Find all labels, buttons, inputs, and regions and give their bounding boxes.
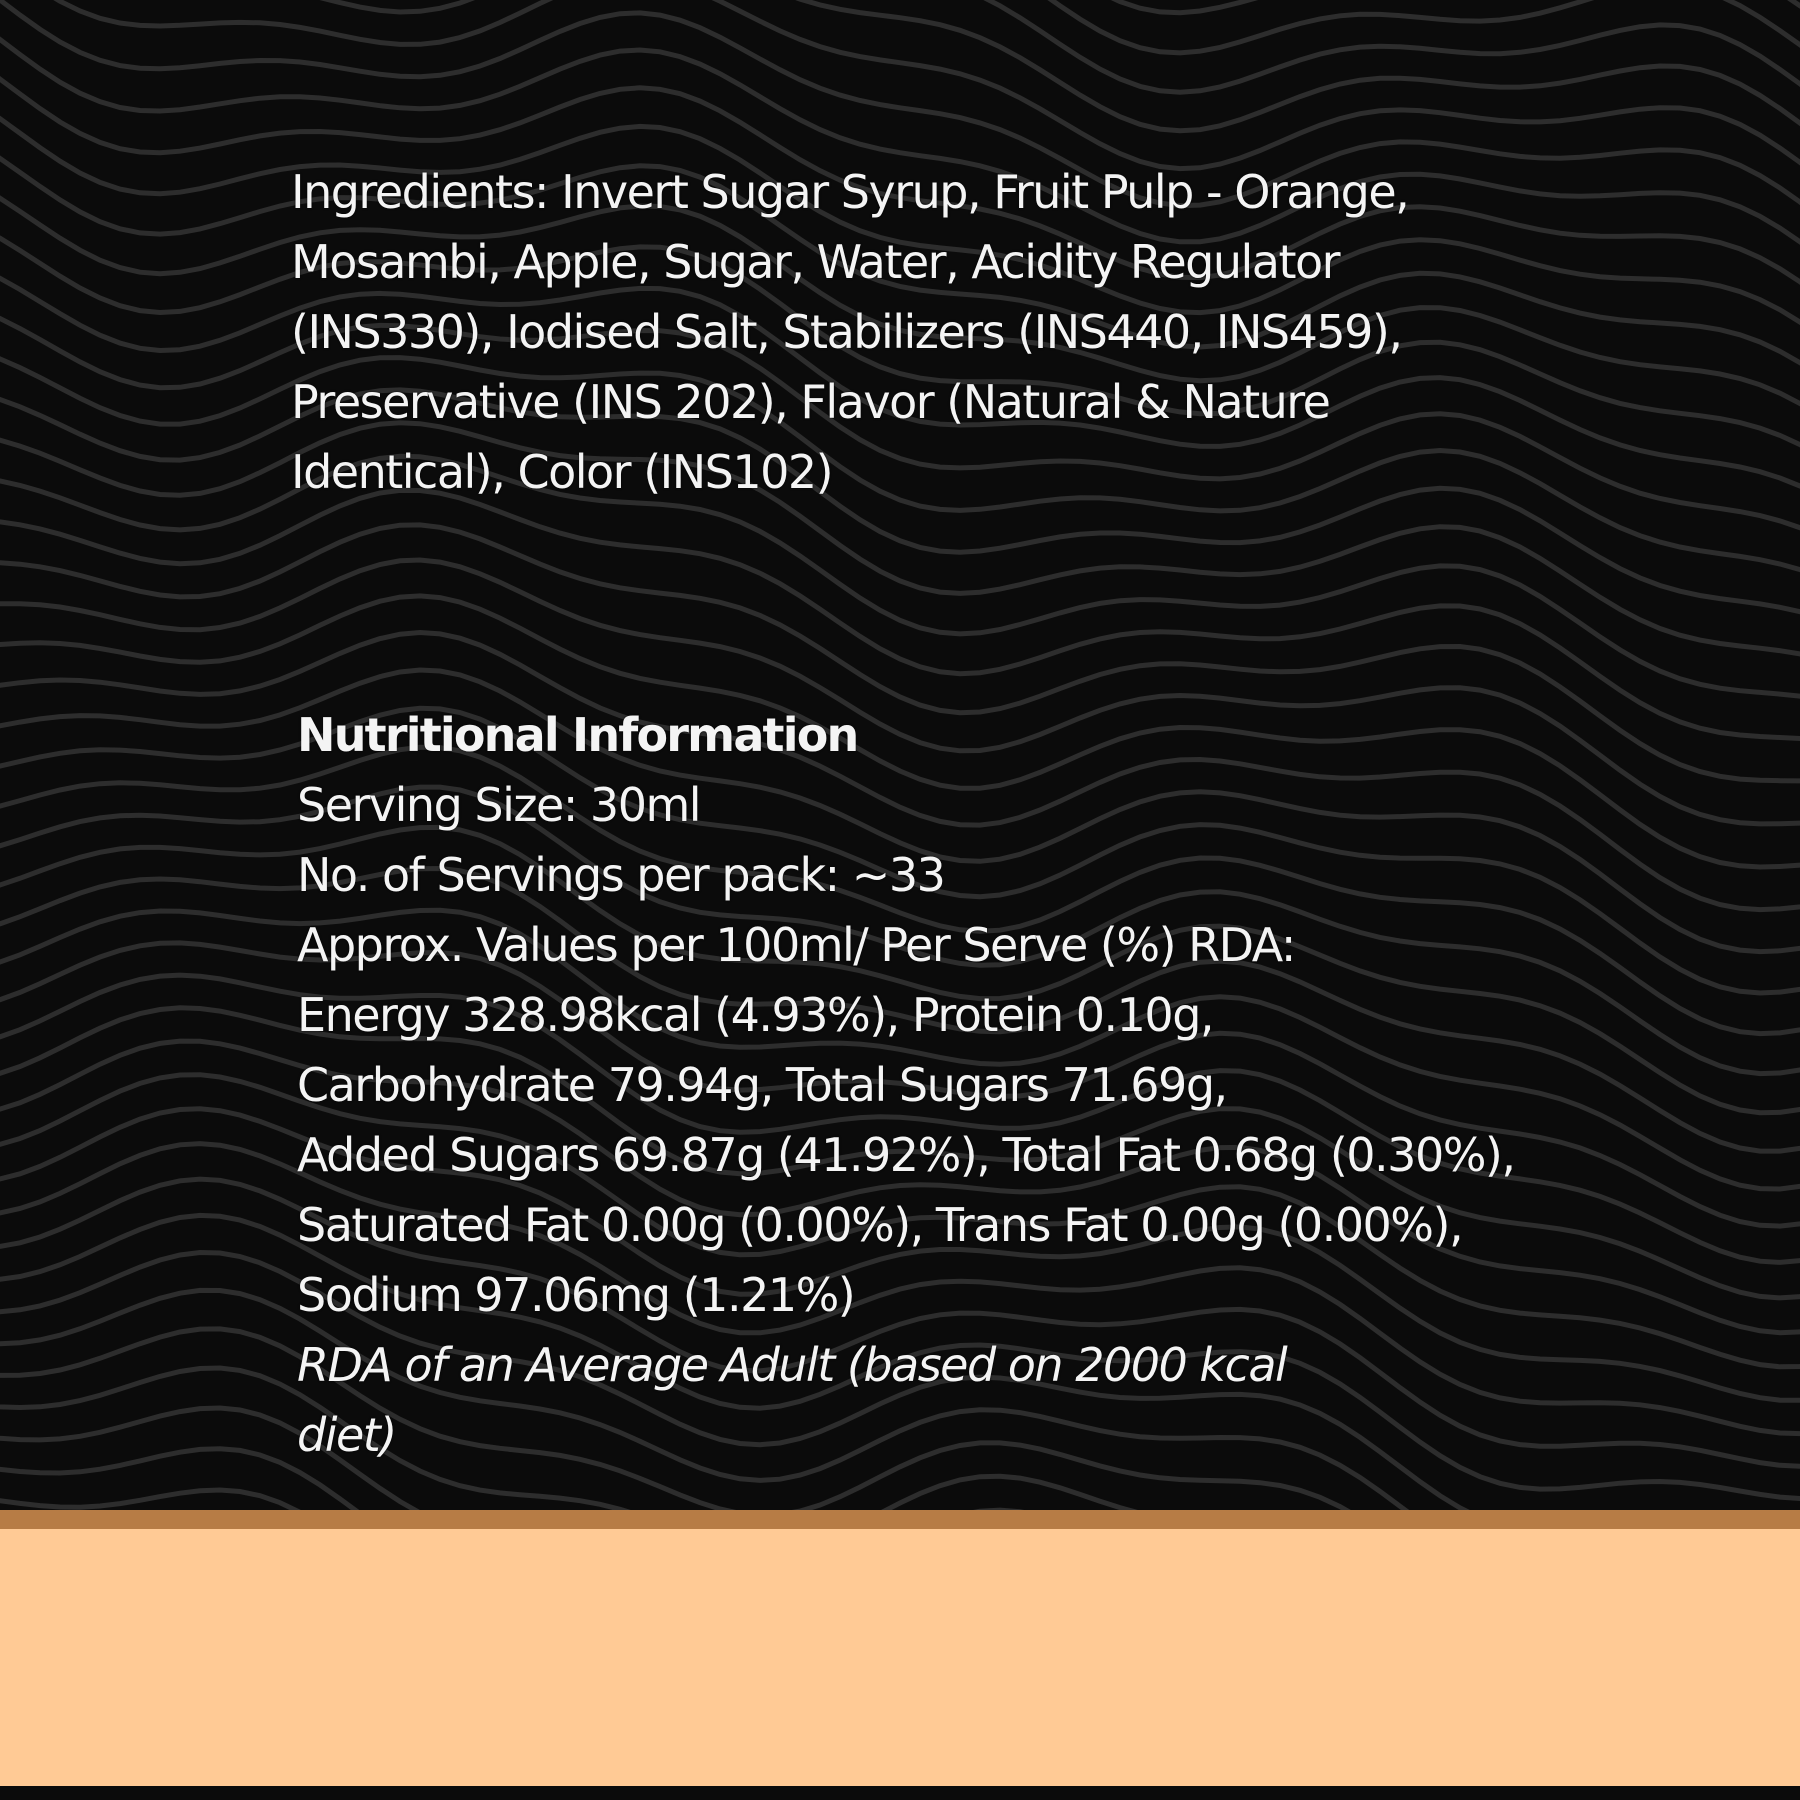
rda-note-line: diet) (297, 1408, 396, 1462)
nutrition-value-line: Added Sugars 69.87g (41.92%), Total Fat 0.68g (0.30%), (297, 1128, 1515, 1182)
servings-per-pack: No. of Servings per pack: ~33 (297, 848, 945, 902)
nutrition-section (297, 700, 1515, 1470)
copper-accent-stripe (0, 1510, 1800, 1529)
wave-line (0, 1490, 1800, 1510)
ingredients-line: Mosambi, Apple, Sugar, Water, Acidity Regulator (291, 235, 1340, 289)
ingredients-line: Identical), Color (INS102) (291, 445, 833, 499)
nutrition-value-line: Saturated Fat 0.00g (0.00%), Trans Fat 0.00g (0.00%), (297, 1198, 1463, 1252)
rda-note-line: RDA of an Average Adult (based on 2000 kcal (297, 1338, 1287, 1392)
peach-color-band (0, 1529, 1800, 1786)
bottom-dark-edge (0, 1786, 1800, 1800)
ingredients-line: Ingredients: Invert Sugar Syrup, Fruit Pulp - Orange, (291, 165, 1409, 219)
nutrition-value-line: Energy 328.98kcal (4.93%), Protein 0.10g, (297, 988, 1214, 1042)
ingredients-line: Preservative (INS 202), Flavor (Natural & Nature (291, 375, 1330, 429)
serving-size: Serving Size: 30ml (297, 778, 701, 832)
ingredients-section (291, 157, 1441, 507)
nutrition-value-line: Sodium 97.06mg (1.21%) (297, 1268, 855, 1322)
nutrition-heading: Nutritional Information (297, 708, 858, 762)
nutrition-value-line: Carbohydrate 79.94g, Total Sugars 71.69g, (297, 1058, 1227, 1112)
ingredients-line: (INS330), Iodised Salt, Stabilizers (INS440, INS459), (291, 305, 1402, 359)
values-intro: Approx. Values per 100ml/ Per Serve (%) RDA: (297, 918, 1295, 972)
